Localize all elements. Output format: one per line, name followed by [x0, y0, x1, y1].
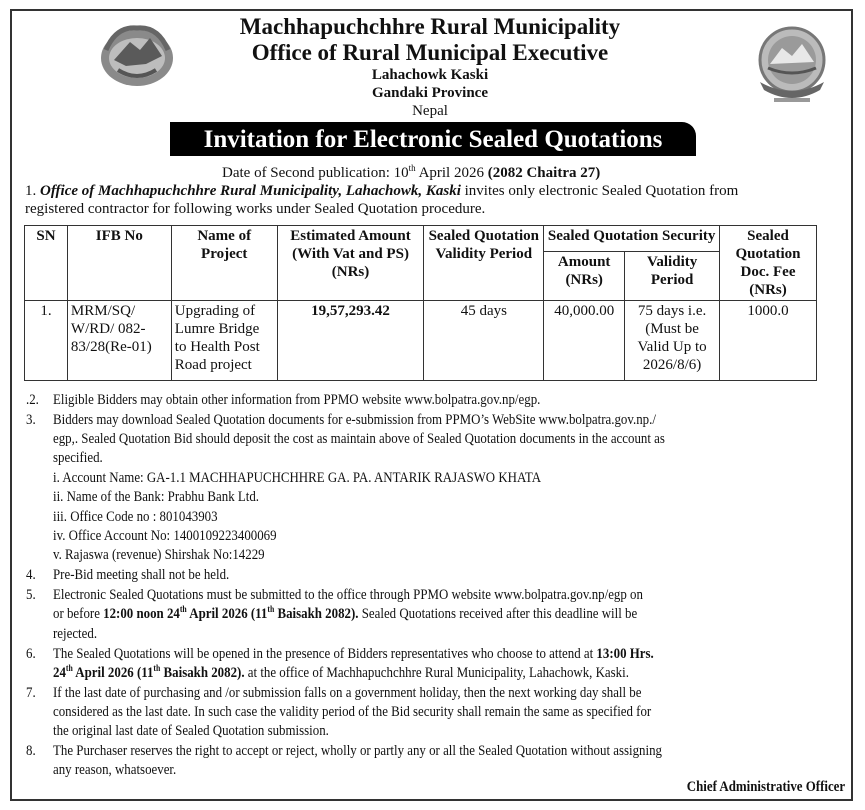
clause-5-pre: or before — [53, 606, 104, 622]
intro-line-1 — [25, 182, 738, 200]
signatory-title — [661, 779, 845, 796]
header-validity-period: Sealed Quotation Validity Period — [424, 226, 544, 301]
cell-security-amount: 40,000.00 — [544, 301, 625, 381]
clause-6-post: at the office of Machhapuchchhre Rural Municipality, Lahachowk, Kaski. — [244, 665, 629, 681]
quotation-table — [24, 225, 817, 381]
clause-4-text: Pre-Bid meeting shall not be held. — [53, 567, 230, 583]
clause-2-text: Eligible Bidders may obtain other information from PPMO website www.bolpatra.gov.np/egp. — [53, 392, 541, 408]
clause-5-line-2 — [53, 605, 637, 624]
account-name: i. Account Name: GA-1.1 MACHHAPUCHCHHRE GA. PA. ANTARIK RAJASWO KHATA — [53, 470, 542, 486]
address-line-1: Lahachowk Kaski — [371, 67, 489, 83]
notice-title: Invitation for Electronic Sealed Quotations — [203, 126, 663, 153]
header-sn: SN — [25, 226, 68, 301]
signatory-text: Chief Administrative Officer — [686, 779, 845, 795]
header-security-validity: Validity Period — [625, 252, 720, 301]
municipality-seal-icon — [748, 20, 836, 108]
cell-ifb-no: MRM/SQ/ W/RD/ 082- 83/28(Re-01) — [67, 301, 171, 381]
header-security-amount: Amount (NRs) — [544, 252, 625, 301]
clause-6-number: 6. — [26, 646, 36, 662]
clause-8-line-2: any reason, whatsoever. — [53, 762, 177, 778]
publication-date-rest: April 2026 — [415, 165, 488, 181]
clause-7-number: 7. — [26, 685, 36, 701]
clause-3-line-2: egp,. Sealed Quotation Bid should deposit the cost as maintain above of Sealed Quotation documents in the account as — [53, 431, 665, 447]
cell-doc-fee: 1000.0 — [720, 301, 817, 381]
publication-date — [222, 164, 600, 182]
header-doc-fee: Sealed Quotation Doc. Fee (NRs) — [720, 226, 817, 301]
opening-day: 24 — [53, 665, 66, 681]
publication-label: Date of Second publication: — [222, 165, 394, 181]
opening-nepali: Baisakh 2082). — [160, 665, 245, 681]
clause-7-line-2: considered as the last date. In such case the validity period of the Bid security shall remain the same as specified for — [53, 704, 652, 720]
clause-8-number: 8. — [26, 743, 36, 759]
revenue-shirshak: v. Rajaswa (revenue) Shirshak No:14229 — [53, 547, 265, 563]
office-name: Office of Rural Municipal Executive — [251, 40, 609, 65]
publication-nepali-date: (2082 Chaitra 27) — [487, 165, 601, 181]
clause-6-pre: The Sealed Quotations will be opened in the presence of Bidders representatives who choose to attend at — [53, 646, 597, 662]
intro-line-2: registered contractor for following works under Sealed Quotation procedure. — [25, 201, 486, 217]
deadline-date: April 2026 (11 — [186, 606, 268, 622]
intro-office: Office of Machhapuchchhre Rural Municipality, Lahachowk, Kaski — [40, 183, 461, 199]
office-code: iii. Office Code no : 801043903 — [53, 509, 218, 525]
deadline-sup-1: th — [179, 604, 187, 614]
deadline-time: 12:00 noon 24 — [103, 606, 180, 622]
clause-6-line-1 — [53, 645, 654, 664]
table-header-row — [25, 226, 817, 252]
header-ifb-no: IFB No — [67, 226, 171, 301]
opening-sup-2: th — [153, 663, 161, 673]
table-row — [25, 301, 817, 381]
clause-5-line-1: Electronic Sealed Quotations must be submitted to the office through PPMO website www.bolpatra.gov.np/egp on — [53, 587, 643, 603]
clause-6-line-2 — [53, 664, 629, 683]
bank-name: ii. Name of the Bank: Prabhu Bank Ltd. — [53, 489, 260, 505]
cell-validity-period: 45 days — [424, 301, 544, 381]
publication-day: 10 — [393, 165, 409, 181]
intro-number: 1. — [25, 183, 40, 199]
header-security: Sealed Quotation Security — [544, 226, 720, 252]
header-project-name: Name of Project — [171, 226, 277, 301]
deadline-nepali: Baisakh 2082). — [274, 606, 359, 622]
address-line-2: Gandaki Province — [372, 85, 488, 101]
clause-5-line-3: rejected. — [53, 626, 98, 642]
clause-3-line-1: Bidders may download Sealed Quotation documents for e-submission from PPMO’s WebSite www.bolpatra.gov.np./ — [53, 412, 656, 428]
opening-sup-1: th — [65, 663, 73, 673]
deadline-sup-2: th — [267, 604, 275, 614]
publication-day-suffix: th — [408, 163, 416, 173]
municipality-name: Machhapuchchhre Rural Municipality — [239, 14, 621, 39]
clause-8-line-1: The Purchaser reserves the right to accept or reject, wholly or partly any or all the Sealed Quotation without assigning — [53, 743, 662, 759]
opening-date: April 2026 (11 — [72, 665, 154, 681]
opening-time: 13:00 Hrs. — [596, 646, 654, 662]
clause-3-number: 3. — [26, 412, 36, 428]
notice-title-banner — [170, 122, 696, 156]
clause-7-line-1: If the last date of purchasing and /or submission falls on a government holiday, then the next working day shall be — [53, 685, 642, 701]
country: Nepal — [412, 103, 448, 119]
clause-7-line-3: the original last date of Sealed Quotation submission. — [53, 723, 329, 739]
cell-project-name: Upgrading of Lumre Bridge to Health Post Road project — [171, 301, 277, 381]
intro-line-1-rest: invites only electronic Sealed Quotation from — [460, 183, 739, 199]
office-account-no: iv. Office Account No: 1400109223400069 — [53, 528, 277, 544]
clause-5-number: 5. — [26, 587, 36, 603]
cell-sn: 1. — [25, 301, 68, 381]
clause-5-post: Sealed Quotations received after this deadline will be — [358, 606, 638, 622]
cell-estimated-amount: 19,57,293.42 — [277, 301, 424, 381]
header-estimated-amount: Estimated Amount (With Vat and PS) (NRs) — [277, 226, 424, 301]
clause-2-number: .2. — [26, 392, 39, 408]
clause-3-line-3: specified. — [53, 450, 103, 466]
cell-security-validity: 75 days i.e. (Must be Valid Up to 2026/8/6) — [625, 301, 720, 381]
clause-4-number: 4. — [26, 567, 36, 583]
